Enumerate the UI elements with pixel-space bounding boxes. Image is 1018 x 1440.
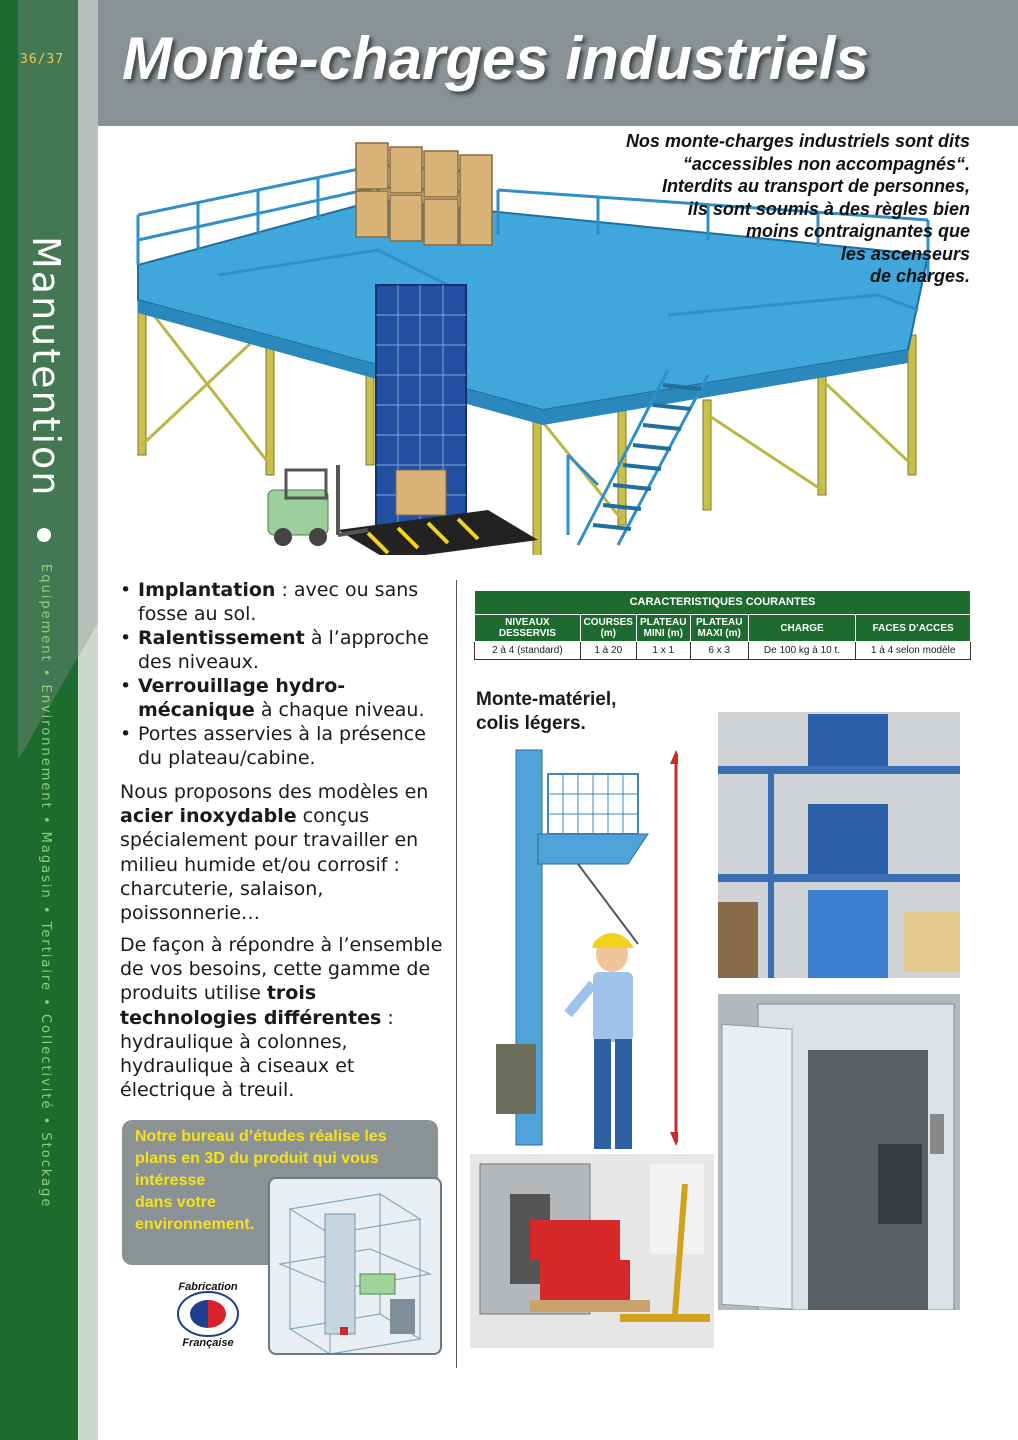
para-text: : hydraulique à colonnes, hydraulique à ciseaux et électrique à treuil. — [120, 1006, 394, 1102]
table-cell: 2 à 4 (standard) — [475, 642, 581, 660]
table-cell: 1 à 4 selon modèle — [856, 642, 971, 660]
intro-text — [550, 130, 970, 288]
table-cell: 6 x 3 — [690, 642, 748, 660]
page-title: Monte-charges industriels — [122, 25, 869, 92]
feature-text: : avec ou sans fosse au sol. — [138, 579, 419, 625]
badge-top-text: Fabrication — [178, 1281, 238, 1293]
page-number: 36/37 — [20, 52, 65, 67]
table-caption: CARACTERISTIQUES COURANTES — [475, 591, 971, 615]
monte-materiel-label — [476, 688, 616, 736]
3d-plan-drawing — [270, 1179, 440, 1353]
table-header: NIVEAUX DESSERVIS — [475, 615, 581, 642]
para-bold: trois technologies différentes — [120, 982, 382, 1029]
fabrication-francaise-badge — [168, 1278, 248, 1350]
callout-line: intéresse — [135, 1172, 206, 1189]
column-divider — [456, 580, 457, 1368]
badge-bottom-text: Française — [182, 1337, 234, 1349]
stainless-paragraph — [120, 780, 450, 925]
para-bold: acier inoxydable — [120, 805, 297, 828]
feature-text: à l’approche des niveaux. — [138, 627, 429, 673]
intro-line: moins contraignantes que — [745, 221, 970, 241]
pallet-lift-drawing — [470, 1154, 714, 1348]
table-header: PLATEAU MINI (m) — [636, 615, 690, 642]
feature-item — [120, 674, 450, 722]
intro-line: les ascenseurs — [840, 243, 970, 264]
callout-line: environnement. — [135, 1216, 255, 1233]
feature-text: à chaque niveau. — [254, 699, 425, 721]
warehouse-photo — [718, 712, 960, 978]
para-text: Nous proposons des modèles en — [120, 781, 429, 803]
intro-line: ils sont soumis à des règles bien — [687, 198, 970, 219]
cabin-door-drawing — [718, 994, 960, 1310]
callout-line: dans votre — [135, 1194, 216, 1211]
monte-materiel-photo — [488, 744, 678, 1154]
specifications-table — [474, 590, 971, 660]
section-dot — [37, 528, 51, 542]
section-title: Manutention — [24, 236, 68, 498]
callout-line: plans en 3D du produit qui vous — [135, 1150, 379, 1167]
feature-bold: Implantation — [138, 579, 276, 601]
feature-item — [120, 578, 450, 626]
section-subsections: Equipement • Environnement • Magasin • Tertiaire • Collectivité • Stockage — [38, 564, 53, 1209]
table-cell: 1 à 20 — [580, 642, 636, 660]
table-header: FACES D’ACCES — [856, 615, 971, 642]
technologies-paragraph — [120, 933, 450, 1102]
table-cell: De 100 kg à 10 t. — [748, 642, 856, 660]
para-text: conçus spécialement pour travailler en milieu humide et/ou corrosif : charcuterie, salaison, poissonnerie… — [120, 805, 419, 925]
monte-materiel-drawing — [488, 744, 678, 1154]
intro-line: Interdits au transport de personnes, — [661, 176, 970, 196]
pallet-lift-photo — [470, 1154, 714, 1348]
intro-line: de charges. — [869, 266, 970, 286]
table-cell: 1 x 1 — [636, 642, 690, 660]
table-header: COURSES (m) — [580, 615, 636, 642]
table-header: PLATEAU MAXI (m) — [690, 615, 748, 642]
table-header: CHARGE — [748, 615, 856, 642]
para-text: De façon à répondre à l’ensemble de vos besoins, cette gamme de produits utilise — [120, 934, 443, 1005]
warehouse-drawing — [718, 712, 960, 978]
intro-line: “accessibles non accompagnés“. — [682, 153, 970, 174]
feature-bold: Verrouillage hydro-mécanique — [138, 675, 346, 721]
table-row — [475, 642, 971, 660]
feature-item — [120, 722, 450, 770]
callout-line: Notre bureau d’études réalise les — [135, 1128, 387, 1145]
feature-text: Portes asservies à la présence du plateau/cabine. — [138, 723, 426, 769]
feature-item — [120, 626, 450, 674]
monte-label-line: Monte-matériel, — [476, 689, 617, 710]
feature-list — [120, 578, 450, 770]
feature-bold: Ralentissement — [138, 627, 305, 649]
monte-label-line: colis légers. — [476, 713, 586, 734]
3d-plan-image — [268, 1177, 442, 1355]
cabin-door-photo — [718, 994, 960, 1310]
intro-line: Nos monte-charges industriels sont dits — [625, 131, 970, 151]
